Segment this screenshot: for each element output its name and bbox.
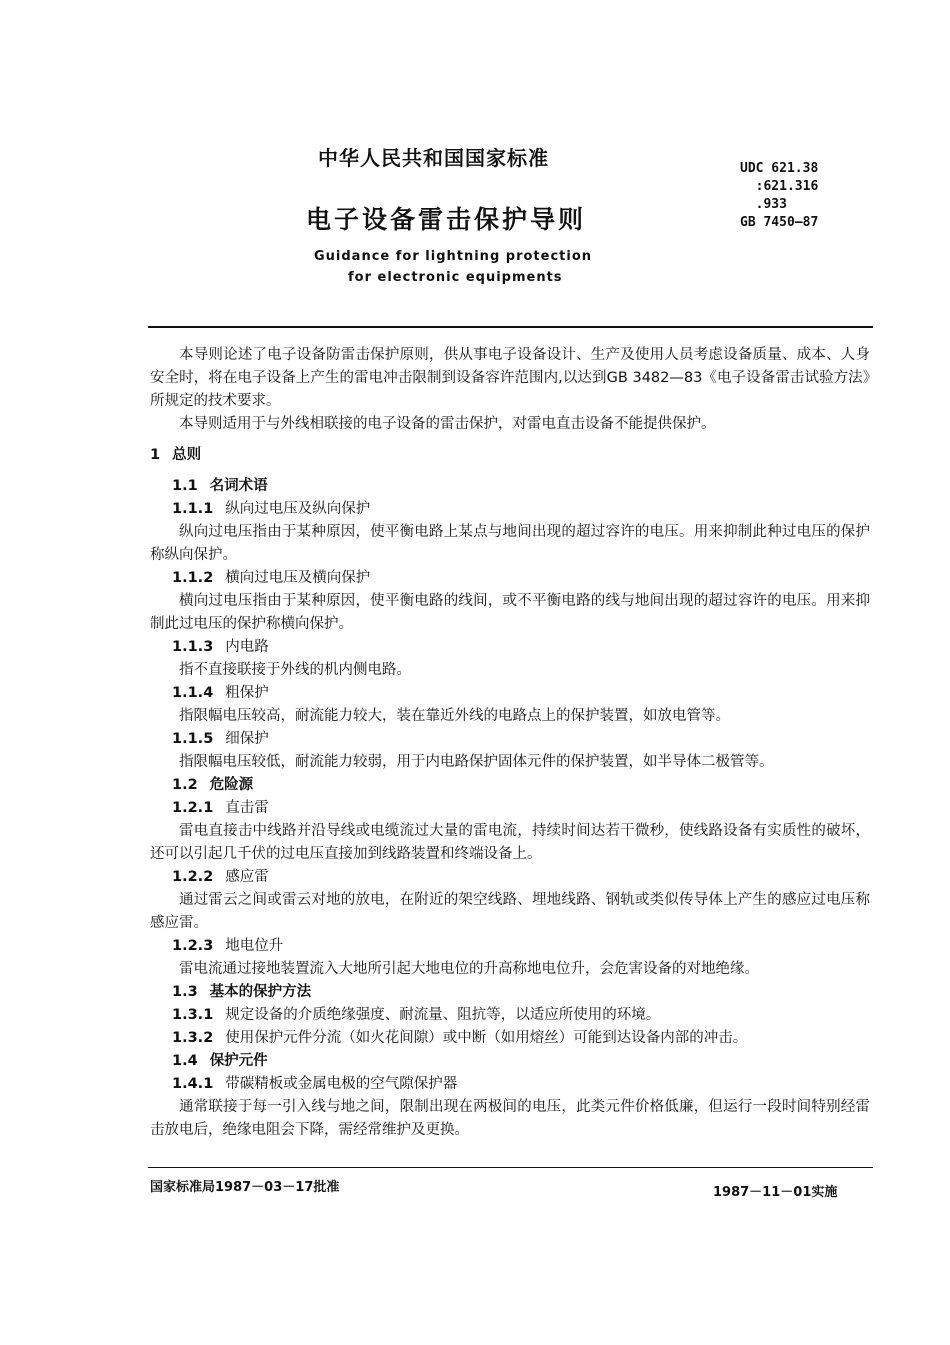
clause-text: 指限幅电压较高，耐流能力较大，装在靠近外线的电路点上的保护装置，如放电管等。 bbox=[179, 708, 730, 724]
clause-title: 感应雷 bbox=[225, 869, 269, 885]
section-title: 危险源 bbox=[209, 777, 254, 793]
subsection-heading bbox=[150, 774, 870, 797]
clause-heading bbox=[150, 728, 870, 751]
clause-title: 横向过电压及横向保护 bbox=[225, 570, 371, 586]
effective-date: 1987－11－01实施 bbox=[713, 1185, 838, 1200]
clause-title: 带碳精板或金属电极的空气隙保护器 bbox=[225, 1076, 458, 1092]
clause-number: 1.3.1 bbox=[172, 1007, 214, 1023]
clause-text: 横向过电压指由于某种原因，使平衡电路的线间，或不平衡电路的线与地间出现的超过容许的电压。用来抑制此过电压的保护称横向保护。 bbox=[150, 593, 870, 632]
clause-text: 通过雷云之间或雷云对地的放电，在附近的架空线路、埋地线路、钢轨或类似传导体上产生的感应过电压称感应雷。 bbox=[150, 892, 870, 931]
subsection-heading bbox=[150, 1050, 870, 1073]
section-number: 1.1 bbox=[172, 478, 198, 494]
clause-heading bbox=[150, 636, 870, 659]
clause-text: 通常联接于每一引入线与地之间，限制出现在两极间的电压，此类元件价格低廉，但运行一段时间特别经雷击放电后，绝缘电阻会下降，需经常维护及更换。 bbox=[150, 1099, 870, 1138]
clause-number: 1.1.2 bbox=[172, 570, 214, 586]
clause-text: 雷电流通过接地装置流入大地所引起大地电位的升高称地电位升，会危害设备的对地绝缘。 bbox=[179, 961, 759, 977]
clause-heading bbox=[150, 797, 870, 820]
section-title: 保护元件 bbox=[209, 1053, 268, 1069]
clause-number: 1.2.3 bbox=[172, 938, 214, 954]
clause-line bbox=[150, 1004, 870, 1027]
clause-heading bbox=[150, 498, 870, 521]
clause-number: 1.1.4 bbox=[172, 685, 214, 701]
clause-text: 指限幅电压较低，耐流能力较弱，用于内电路保护固体元件的保护装置，如半导体二极管等。 bbox=[179, 754, 774, 770]
clause-heading bbox=[150, 935, 870, 958]
subsection-heading bbox=[150, 981, 870, 1004]
clause-title: 粗保护 bbox=[225, 685, 269, 701]
clause-heading bbox=[150, 567, 870, 590]
section-number: 1.3 bbox=[172, 984, 198, 1000]
clause-line bbox=[150, 1027, 870, 1050]
section-title: 基本的保护方法 bbox=[209, 984, 312, 1000]
clause-text: 指不直接联接于外线的机内侧电路。 bbox=[179, 662, 411, 678]
header-divider bbox=[148, 326, 873, 328]
clause-number: 1.1.3 bbox=[172, 639, 214, 655]
clause-number: 1.3.2 bbox=[172, 1030, 214, 1046]
clause-title: 地电位升 bbox=[225, 938, 284, 954]
approval-date: 国家标准局1987－03－17批准 bbox=[150, 1180, 340, 1195]
clause-heading bbox=[150, 1073, 870, 1096]
document-title-zh: 电子设备雷击保护导则 bbox=[306, 205, 587, 234]
clause-title: 直击雷 bbox=[225, 800, 269, 816]
clause-title: 使用保护元件分流（如火花间隙）或中断（如用熔丝）可能到达设备内部的冲击。 bbox=[225, 1030, 748, 1046]
clause-number: 1.2.2 bbox=[172, 869, 214, 885]
standard-organization: 中华人民共和国国家标准 bbox=[318, 146, 549, 170]
section-heading bbox=[150, 444, 870, 467]
clause-number: 1.1.1 bbox=[172, 501, 214, 517]
clause-text: 纵向过电压指由于某种原因，使平衡电路上某点与地间出现的超过容许的电压。用来抑制此种过电压的保护称纵向保护。 bbox=[150, 524, 870, 563]
clause-number: 1.4.1 bbox=[172, 1076, 214, 1092]
clause-number: 1.1.5 bbox=[172, 731, 214, 747]
clause-title: 纵向过电压及纵向保护 bbox=[225, 501, 371, 517]
udc-gb-codes: UDC 621.38 :621.316 .933 GB 7450—87 bbox=[740, 161, 819, 230]
document-body bbox=[150, 344, 870, 1142]
footer-divider bbox=[148, 1167, 873, 1168]
intro-paragraph-1: 本导则论述了电子设备防雷击保护原则，供从事电子设备设计、生产及使用人员考虑设备质量、成本、人身安全时，将在电子设备上产生的雷电冲击限制到设备容许范围内,以达到GB 3482—83《电子设备雷击试验方法》所规定的技术要求。 bbox=[150, 347, 870, 409]
section-title: 名词术语 bbox=[209, 478, 268, 494]
clause-number: 1.2.1 bbox=[172, 800, 214, 816]
intro-paragraph-2: 本导则适用于与外线相联接的电子设备的雷击保护，对雷电直击设备不能提供保护。 bbox=[179, 416, 716, 432]
clause-heading bbox=[150, 682, 870, 705]
clause-title: 内电路 bbox=[225, 639, 269, 655]
section-number: 1 bbox=[150, 447, 161, 463]
clause-text: 雷电直接击中线路并沿导线或电缆流过大量的雷电流，持续时间达若干微秒，使线路设备有实质性的破坏，还可以引起几千伏的过电压直接加到线路装置和终端设备上。 bbox=[150, 823, 870, 862]
clause-heading bbox=[150, 866, 870, 889]
section-number: 1.4 bbox=[172, 1053, 198, 1069]
section-number: 1.2 bbox=[172, 777, 198, 793]
clause-title: 规定设备的介质绝缘强度、耐流量、阻抗等，以适应所使用的环境。 bbox=[225, 1007, 661, 1023]
document-title-en-line2: for electronic equipments bbox=[348, 270, 563, 285]
document-title-en-line1: Guidance for lightning protection bbox=[314, 249, 593, 264]
clause-title: 细保护 bbox=[225, 731, 269, 747]
section-title: 总则 bbox=[172, 447, 202, 463]
subsection-heading bbox=[150, 475, 870, 498]
